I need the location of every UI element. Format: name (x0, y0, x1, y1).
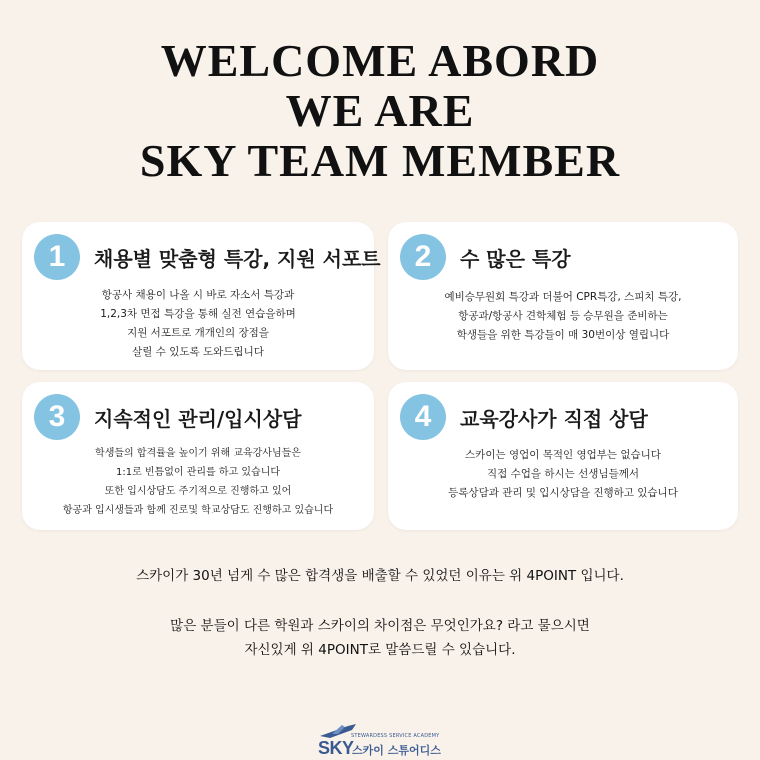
closing-line-2: 자신있게 위 4POINT로 말씀드릴 수 있습니다. (244, 642, 516, 658)
card-1-line: 1,2,3차 면접 특강을 통해 실전 연습을하며 (100, 308, 296, 320)
headline-line-2: WE ARE (285, 85, 475, 136)
closing-text (0, 614, 760, 662)
card-2-line: 학생들을 위한 특강들이 매 30번이상 열립니다 (456, 329, 670, 341)
card-3-title: 지속적인 관리/입시상담 (94, 406, 302, 431)
feature-card-1 (22, 222, 381, 370)
card-3-line: 또한 입시상담도 주기적으로 진행하고 있어 (104, 486, 292, 497)
card-2-line: 예비승무원회 특강과 더불어 CPR특강, 스피치 특강, (444, 291, 682, 303)
card-1-title: 채용별 맞춤형 특강, 지원 서포트 (94, 246, 381, 271)
summary-line-1: 스카이가 30년 넘게 수 많은 합격생을 배출할 수 있었던 이유는 위 4POINT 입니다. (136, 568, 624, 584)
card-3-header (34, 394, 301, 440)
headline-line-1: WELCOME ABORD (160, 35, 600, 86)
headline (0, 36, 760, 186)
card-3-description (22, 444, 374, 520)
card-1-line: 항공사 채용이 나올 시 바로 자소서 특강과 (101, 289, 295, 301)
logo-tagline: STEWARDESS SERVICE ACADEMY (351, 733, 440, 739)
feature-card-4 (388, 382, 738, 530)
card-3-line: 1:1로 빈틈없이 관리를 하고 있습니다 (115, 467, 281, 478)
feature-card-3 (22, 382, 374, 530)
card-2-description (388, 288, 738, 345)
card-4-description (388, 446, 738, 503)
number-badge-3: 3 (34, 394, 80, 440)
card-1-line: 지원 서포트로 개개인의 장점을 (127, 327, 269, 339)
card-2-header (400, 234, 571, 280)
card-4-title: 교육강사가 직접 상담 (460, 406, 648, 431)
card-2-title: 수 많은 특강 (460, 246, 571, 271)
card-1-line: 살릴 수 있도록 도와드립니다 (132, 346, 264, 358)
closing-line-1: 많은 분들이 다른 학원과 스카이의 차이점은 무엇인가요? 라고 물으시면 (170, 618, 590, 634)
card-2-line: 항공과/항공사 견학체험 등 승무원을 준비하는 (458, 310, 668, 322)
card-4-header (400, 394, 648, 440)
logo-brand: SKY (318, 738, 354, 758)
card-1-description (22, 286, 374, 362)
number-badge-2: 2 (400, 234, 446, 280)
logo-korean-name: 스카이 스튜어디스 (352, 744, 441, 757)
card-1-header (34, 234, 381, 280)
card-3-line: 학생들의 합격률을 높이기 위해 교육강사님들은 (95, 448, 301, 459)
headline-line-3: SKY TEAM MEMBER (139, 135, 621, 186)
card-3-line: 항공과 입시생들과 함께 진로및 학교상담도 진행하고 있습니다 (62, 505, 334, 516)
card-4-line: 직접 수업을 하시는 선생님들께서 (486, 468, 639, 480)
feature-card-2 (388, 222, 738, 370)
summary-text (0, 564, 760, 588)
card-4-line: 스카이는 영업이 목적인 영업부는 없습니다 (465, 449, 661, 461)
number-badge-1: 1 (34, 234, 80, 280)
number-badge-4: 4 (400, 394, 446, 440)
card-4-line: 등록상담과 관리 및 입시상담을 진행하고 있습니다 (448, 487, 678, 499)
academy-logo (318, 722, 448, 760)
